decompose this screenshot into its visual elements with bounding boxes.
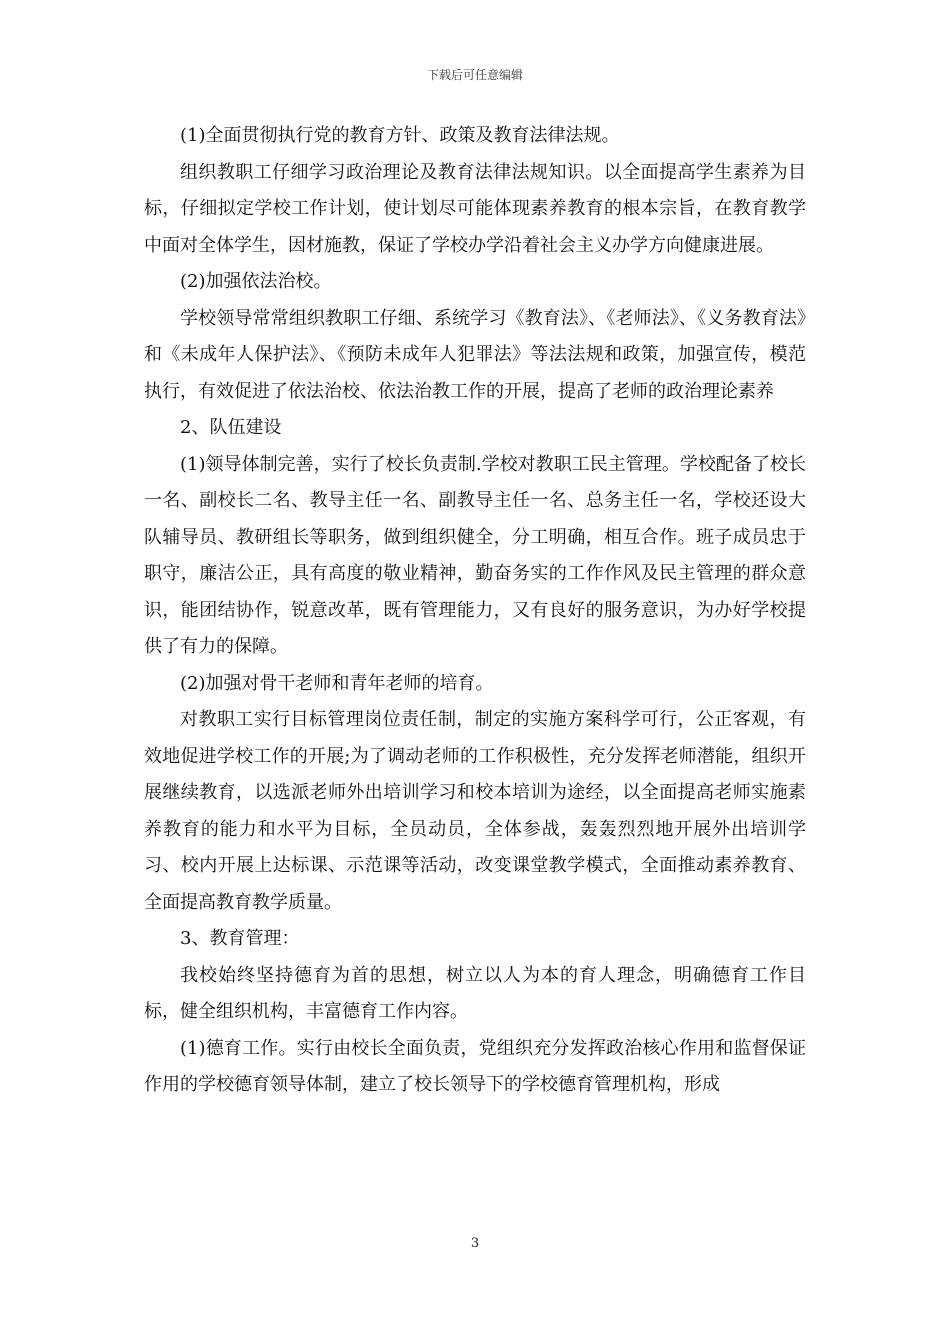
paragraph: (2)加强依法治校。	[180, 271, 332, 292]
document-body	[144, 118, 806, 1104]
page-number: 3	[470, 1236, 480, 1251]
paragraph: (2)加强对骨干老师和青年老师的培育。	[180, 672, 494, 694]
paragraph: 对教职工实行目标管理岗位责任制，制定的实施方案科学可行，公正客观，有效地促进学校工作的开展;为了调动老师的工作积极性，充分发挥老师潜能，组织开展继续教育，以选派老师外出培训学习和校本培训为途经，以全面提高老师实施素养教育的能力和水平为目标，全员动员，全体参战，轰轰烈烈地开展外出培训学习、校内开展上达标课、示范课等活动，改变课堂教学模式，全面推动素养教育、全面提高教育教学质量。	[144, 709, 806, 913]
paragraph: 学校领导常常组织教职工仔细、系统学习《教育法》、《老师法》、《义务教育法》和《未成年人保护法》、《预防未成年人犯罪法》等法法规和政策，加强宣传，模范执行，有效促进了依法治校、依法治教工作的开展，提高了老师的政治理论素养	[144, 307, 806, 402]
paragraph: (1)德育工作。实行由校长全面负责，党组织充分发挥政治核心作用和监督保证作用的学校德育领导体制，建立了校长领导下的学校德育管理机构，形成	[144, 1037, 806, 1095]
page-header: 下载后可任意编辑	[426, 68, 523, 82]
paragraph: (1)全面贯彻执行党的教育方针、政策及教育法律法规。	[180, 125, 620, 146]
paragraph: (1)领导体制完善，实行了校长负责制.学校对教职工民主管理。学校配备了校长一名、副校长二名、教导主任一名、副教导主任一名、总务主任一名，学校还设大队辅导员、教研组长等职务，做到组织健全，分工明确，相互合作。班子成员忠于职守，廉洁公正，具有高度的敬业精神，勤奋务实的工作作风及民主管理的群众意识，能团结协作，锐意改革，既有管理能力，又有良好的服务意识，为办好学校提供了有力的保障。	[144, 453, 806, 657]
section-heading: 2、队伍建设	[180, 417, 282, 438]
paragraph: 组织教职工仔细学习政治理论及教育法律法规知识。以全面提高学生素养为目标，仔细拟定学校工作计划，使计划尽可能体现素养教育的根本宗旨，在教育教学中面对全体学生，因材施教，保证了学校办学沿着社会主义办学方向健康进展。	[144, 161, 806, 256]
paragraph: 我校始终坚持德育为首的思想，树立以人为本的育人理念，明确德育工作目标，健全组织机构，丰富德育工作内容。	[144, 964, 806, 1022]
section-heading: 3、教育管理：	[180, 928, 300, 949]
